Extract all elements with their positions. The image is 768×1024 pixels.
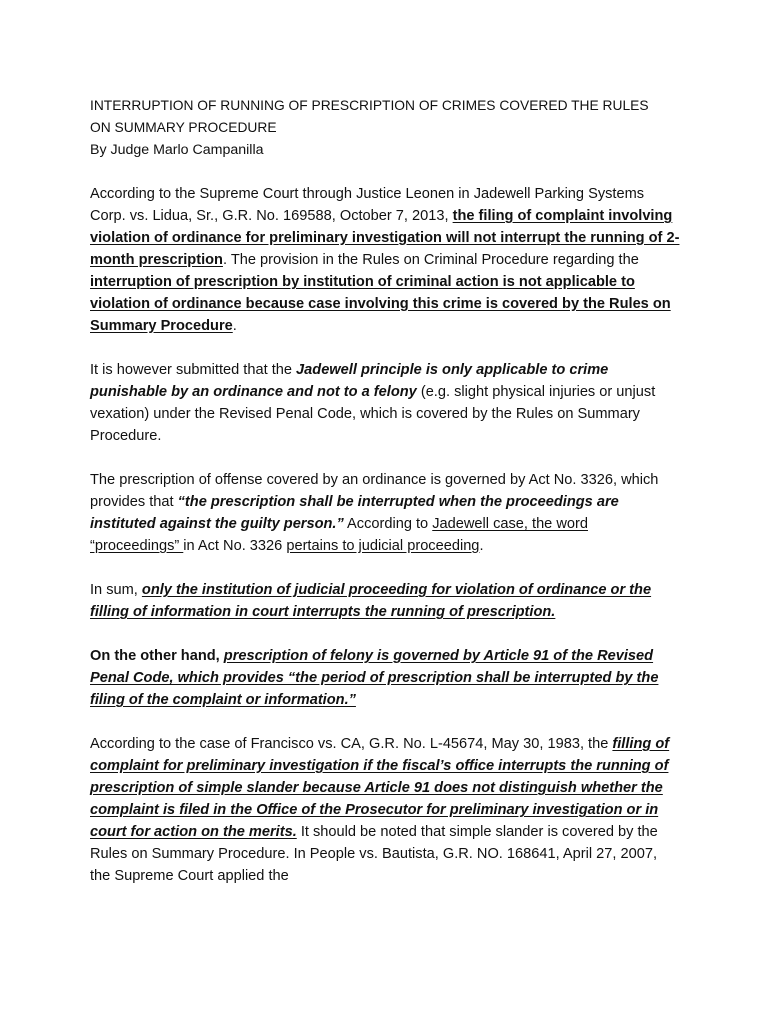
- paragraph-jadewell-ruling: [90, 183, 680, 337]
- p6-emphasis-1: filling of complaint for preliminary investigation if the fiscal’s office interrupts the running of prescription of simple slander because Article 91 does not distinguish whether the complaint is filed in the Office of the Prosecutor for preliminary investigation or in court for action on the merits.: [90, 736, 670, 840]
- p1-text-2: . The provision in the Rules on Criminal Procedure regarding the: [222, 252, 639, 268]
- paragraph-in-sum: [90, 579, 680, 623]
- p5-text-1: On the other hand,: [90, 648, 224, 664]
- document-page: [90, 95, 680, 887]
- p3-text-3: in Act No. 3326: [183, 538, 287, 554]
- p1-emphasis-1: the filing of complaint involving violation of ordinance for preliminary investigation will not interrupt the running of 2-month prescription: [90, 208, 680, 268]
- paragraph-submission: [90, 359, 680, 447]
- p1-text-3: .: [232, 318, 237, 334]
- p2-emphasis-1: Jadewell principle is only applicable to crime punishable by an ordinance and not to a felony: [90, 362, 609, 400]
- p2-text-2: (e.g. slight physical injuries or unjust vexation) under the Revised Penal Code, which is covered by the Rules on Summary Procedure.: [90, 384, 656, 444]
- p3-underline-1: Jadewell case, the word “proceedings”: [90, 516, 588, 554]
- p6-text-1: According to the case of Francisco vs. CA, G.R. No. L-45674, May 30, 1983, the: [90, 736, 613, 752]
- document-title-line-2: ON SUMMARY PROCEDURE: [90, 120, 277, 135]
- document-title-line-1: INTERRUPTION OF RUNNING OF PRESCRIPTION OF CRIMES COVERED THE RULES: [90, 98, 649, 113]
- p1-text-1: According to the Supreme Court through Justice Leonen in Jadewell Parking Systems Corp. vs. Lidua, Sr., G.R. No. 169588, October 7, 2013,: [90, 186, 645, 224]
- p1-emphasis-2: interruption of prescription by institution of criminal action is not applicable to violation of ordinance because case involving this crime is covered by the Rules on Summary Procedure: [90, 274, 671, 334]
- p4-text-1: In sum,: [90, 582, 142, 598]
- paragraph-article-91: [90, 645, 680, 711]
- paragraph-francisco-case: [90, 733, 680, 887]
- p6-text-2: It should be noted that simple slander is covered by the Rules on Summary Procedure. In People vs. Bautista, G.R. NO. 168641, April 27, 2007, the Supreme Court applied the: [90, 824, 658, 884]
- author-byline: By Judge Marlo Campanilla: [90, 142, 264, 158]
- paragraph-act-3326: [90, 469, 680, 557]
- p3-text-4: .: [479, 538, 484, 554]
- document-header: [90, 95, 680, 161]
- p2-text-1: It is however submitted that the: [90, 362, 297, 378]
- p5-emphasis-1: prescription of felony is governed by Article 91 of the Revised Penal Code, which provides “the period of prescription shall be interrupted by the filing of the complaint or information.”: [90, 648, 659, 708]
- p3-text-1: The prescription of offense covered by an ordinance is governed by Act No. 3326, which provides that: [90, 472, 659, 510]
- p3-text-2: According to: [343, 516, 433, 532]
- p3-underline-2: pertains to judicial proceeding: [286, 538, 480, 554]
- p4-emphasis-1: only the institution of judicial proceeding for violation of ordinance or the filling of information in court interrupts the running of prescription.: [90, 582, 652, 620]
- p3-quote: “the prescription shall be interrupted when the proceedings are instituted against the guilty person.”: [90, 494, 619, 532]
